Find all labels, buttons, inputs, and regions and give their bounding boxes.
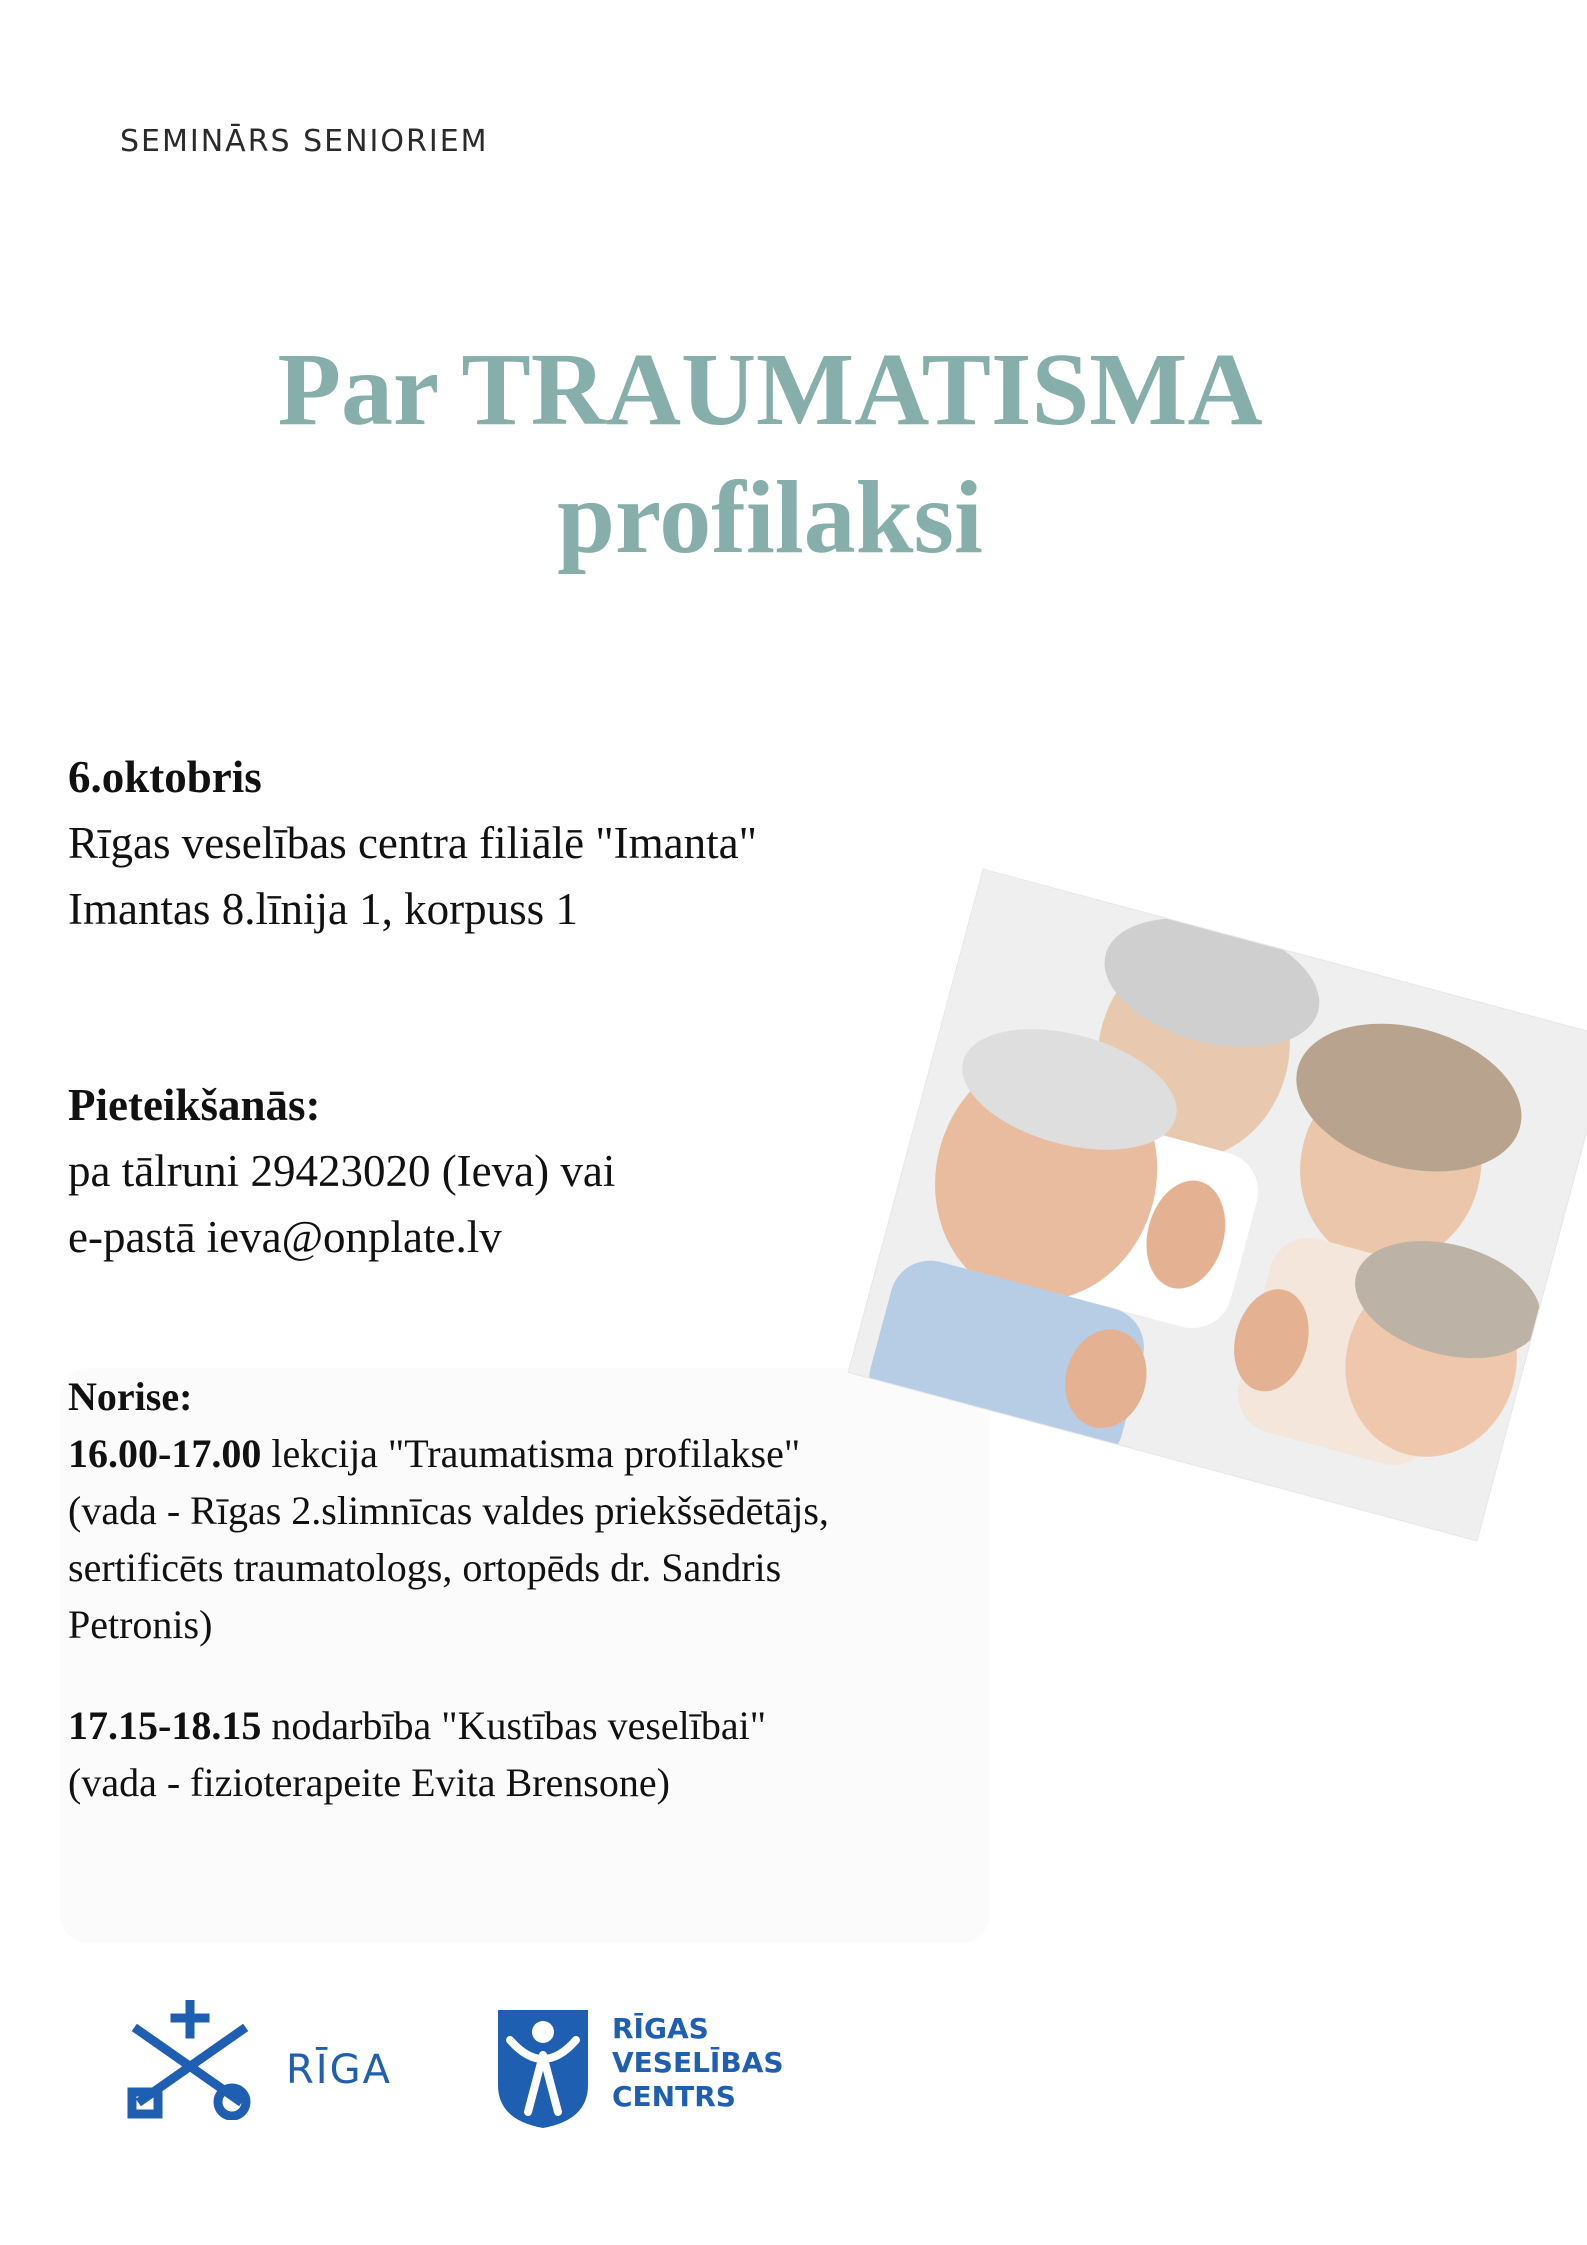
- rvc-wordmark-line-3: CENTRS: [612, 2080, 736, 2113]
- rvc-wordmark-line-1: RĪGAS: [612, 2012, 709, 2045]
- session-2-note: (vada - fizioterapeite Evita Brensone): [68, 1760, 670, 1805]
- session-2-line: [68, 1697, 1008, 1754]
- signup-heading: Pieteikšanās:: [68, 1080, 321, 1130]
- rvc-wordmark: [612, 2012, 784, 2114]
- eyebrow-label: SEMINĀRS SENIORIEM: [120, 124, 489, 159]
- rvc-logo: [488, 2000, 598, 2135]
- session-2-title: nodarbība "Kustības veselībai": [261, 1703, 767, 1748]
- signup-phone: pa tālruni 29423020 (Ieva) vai: [68, 1146, 616, 1196]
- event-place: Rīgas veselības centra filiālē "Imanta": [68, 818, 757, 868]
- session-1-line: [68, 1425, 1008, 1482]
- session-1-note-1: (vada - Rīgas 2.slimnīcas valdes priekšsēdētājs,: [68, 1488, 829, 1533]
- session-2-time: 17.15-18.15: [68, 1703, 262, 1748]
- page-title-line-1: Par TRAUMATISMA: [277, 332, 1263, 447]
- session-1-time: 16.00-17.00: [68, 1431, 262, 1476]
- riga-wordmark: RĪGA: [286, 2047, 392, 2093]
- session-1-note-3: Petronis): [68, 1602, 213, 1647]
- event-date: 6.oktobris: [68, 752, 262, 802]
- event-details: [68, 744, 757, 942]
- program-details: [68, 1368, 1008, 1811]
- riga-logo: [120, 2000, 260, 2125]
- event-address: Imantas 8.līnija 1, korpuss 1: [68, 884, 578, 934]
- rvc-wordmark-line-2: VESELĪBAS: [612, 2046, 784, 2079]
- signup-details: [68, 1072, 615, 1270]
- session-1-title: lekcija "Traumatisma profilakse": [261, 1431, 801, 1476]
- rvc-figure-icon: [488, 2000, 598, 2130]
- riga-keys-icon: [120, 2000, 260, 2120]
- program-heading: Norise:: [68, 1374, 193, 1419]
- page-title-line-2: profilaksi: [557, 460, 983, 575]
- signup-email: e-pastā ieva@onplate.lv: [68, 1212, 502, 1262]
- session-1-note-2: sertificēts traumatologs, ortopēds dr. Sandris: [68, 1545, 782, 1590]
